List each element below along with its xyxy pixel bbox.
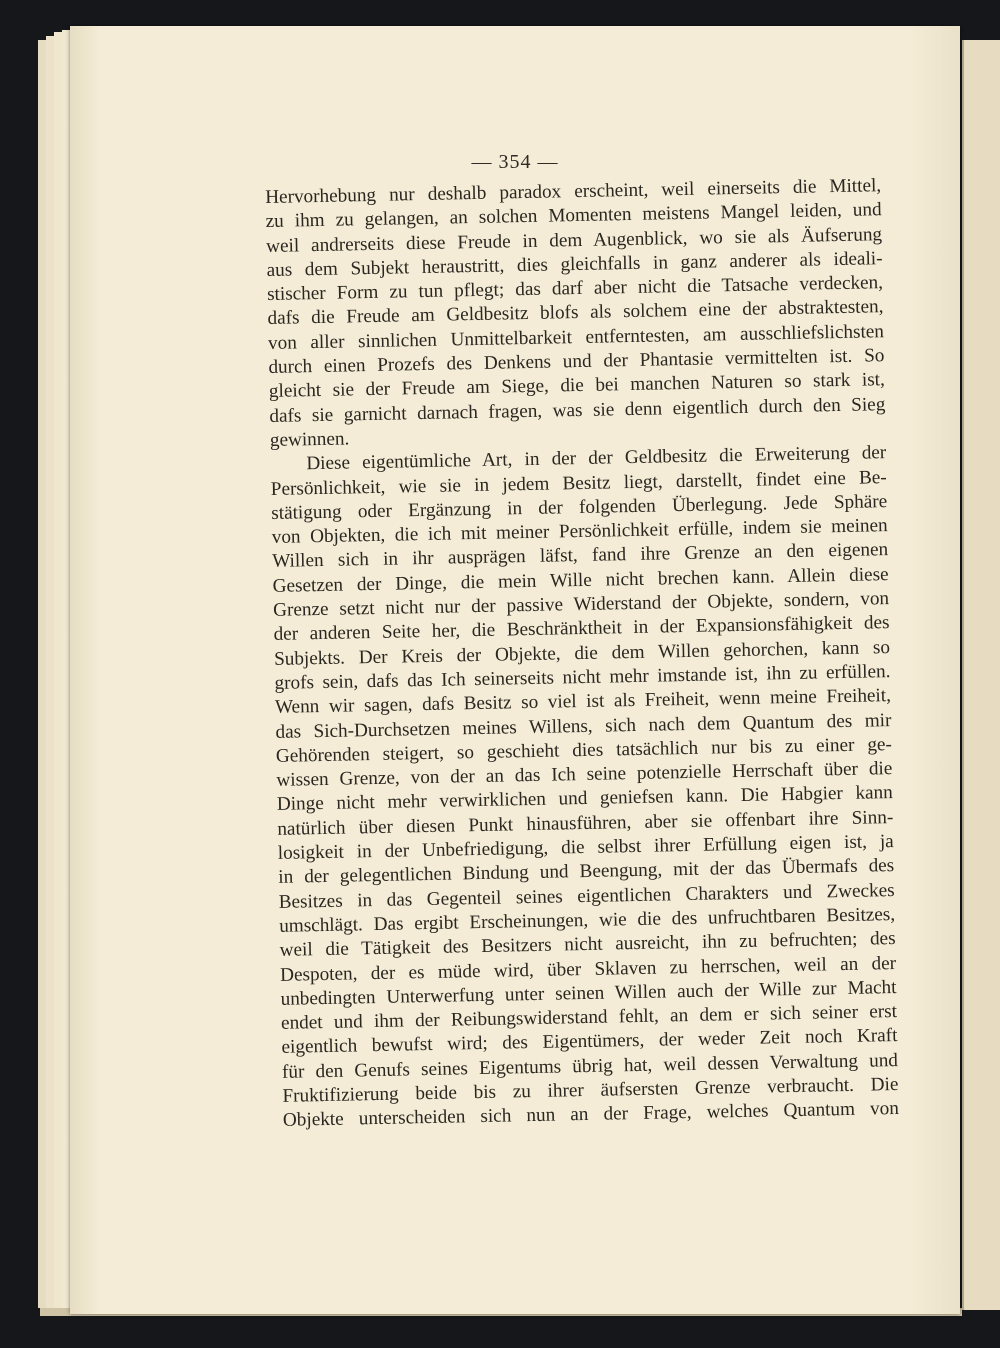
text-line: stischer Form zu tun pflegt; das darf aber nicht die Tatsache verdecken, [266, 272, 884, 306]
text-line: eigentlich bewufst wird; des Eigentümers, der weder Zeit noch Kraft [281, 1025, 898, 1059]
text-line: Wenn wir sagen, dafs Besitz so viel ist als Freiheit, wenn meine Freiheit, [274, 685, 892, 719]
text-line: Subjekts. Der Kreis der Objekte, die dem Willen gehorchen, kann so [273, 636, 891, 670]
text-line: endet und ihm der Reibungswiderstand fehlt, an dem er sich seiner erst [280, 1001, 898, 1034]
text-line: Persönlichkeit, wie sie in jedem Besitz liegt, darstellt, findet eine Be- [270, 466, 887, 500]
text-line: weil die Tätigkeit des Besitzers nicht ausreicht, ihn zu befruchten; des [279, 928, 896, 962]
text-line: natürlich über diesen Punkt hinausführen, aber sie offenbart ihre Sinn- [277, 806, 894, 840]
text-line: Grenze setzt nicht nur der passive Widerstand der Objekte, sondern, von [272, 588, 890, 621]
text-line: von Objekten, die ich mit meiner Persönlichkeit erfülle, indem sie meinen [271, 515, 888, 549]
text-line: Willen sich in ihr ausprägen läfst, fand ihre Grenze an den eigenen [272, 539, 889, 573]
text-line: von aller sinnlichen Unmittelbarkeit entferntesten, am ausschliefslichsten [267, 320, 885, 354]
text-line: weil andrerseits diese Freude in dem Augenblick, wo sie als Äufserung [265, 223, 883, 257]
text-line: dafs sie garnicht darnach fragen, was sie denn eigentlich durch den Sieg [269, 393, 886, 427]
text-line: Diese eigentümliche Art, in der der Geldbesitz die Erweiterung der [306, 442, 887, 475]
text-line: der anderen Seite her, die Beschränktheit in der Expansionsfähigkeit des [273, 612, 890, 646]
text-line: dafs die Freude am Geldbesitz blofs als solchem eine der abstraktesten, [267, 296, 884, 330]
text-line: Besitzes in das Gegenteil seines eigentlichen Charakters und Zweckes [278, 879, 895, 913]
text-line: Dinge nicht mehr verwirklichen und geniefsen kann. Die Habgier kann [276, 782, 893, 816]
text-line: Gehörenden steigert, so geschieht dies tatsächlich nur bis zu einer ge- [275, 733, 893, 767]
text-line: Objekte unterscheiden sich nun an der Frage, welches Quantum von [282, 1098, 900, 1132]
text-line: in der gelegentlichen Bindung und Beengung, mit der das Übermafs des [278, 855, 895, 889]
text-line: wissen Grenze, von der an das Ich seine potenzielle Herrschaft über die [276, 758, 893, 792]
page-number: — 354 — [471, 151, 559, 173]
text-line: durch einen Prozefs des Denkens und der Phantasie vermittelten ist. So [268, 345, 885, 379]
text-line: losigkeit in der Unbefriedigung, die selbst ihrer Erfüllung eigen ist, ja [277, 831, 894, 864]
text-line: Fruktifizierung beide bis zu ihrer äufsersten Grenze verbraucht. Die [282, 1073, 899, 1107]
text-line: Gesetzen der Dinge, die mein Wille nicht brechen kann. Allein diese [272, 563, 889, 597]
text-line: Hervorhebung nur deshalb paradox erscheint, weil einerseits die Mittel, [265, 175, 882, 208]
text-line: umschlägt. Das ergibt Erscheinungen, wie die des unfruchtbaren Besitzes, [279, 903, 896, 937]
text-line: unbedingten Unterwerfung unter seinen Willen auch der Wille zur Macht [280, 976, 897, 1010]
body-text [265, 174, 899, 1133]
text-line: aus dem Subjekt heraustritt, dies gleichfalls in ganz anderer als ideali- [266, 248, 883, 281]
text-line: grofs sein, dafs das Ich seinerseits nicht mehr imstande ist, ihn zu erfüllen. [274, 661, 891, 694]
text-line: zu ihm zu gelangen, an solchen Momenten meistens Mangel leiden, und [265, 199, 882, 233]
text-line: für den Genufs seines Eigentums übrig hat, weil dessen Verwaltung und [281, 1049, 899, 1083]
text-line: gewinnen. [269, 428, 350, 451]
book-page [70, 26, 960, 1314]
text-line: gleicht sie der Freude am Siege, die bei manchen Naturen so stark ist, [268, 369, 886, 403]
text-line: Despoten, der es müde wird, über Sklaven zu herrschen, weil an der [279, 952, 897, 986]
text-line: stätigung oder Ergänzung in der folgenden Überlegung. Jede Sphäre [271, 490, 888, 524]
text-line: das Sich-Durchsetzen meines Willens, sich nach dem Quantum des mir [275, 709, 892, 743]
facing-page-edge [962, 40, 1000, 1310]
